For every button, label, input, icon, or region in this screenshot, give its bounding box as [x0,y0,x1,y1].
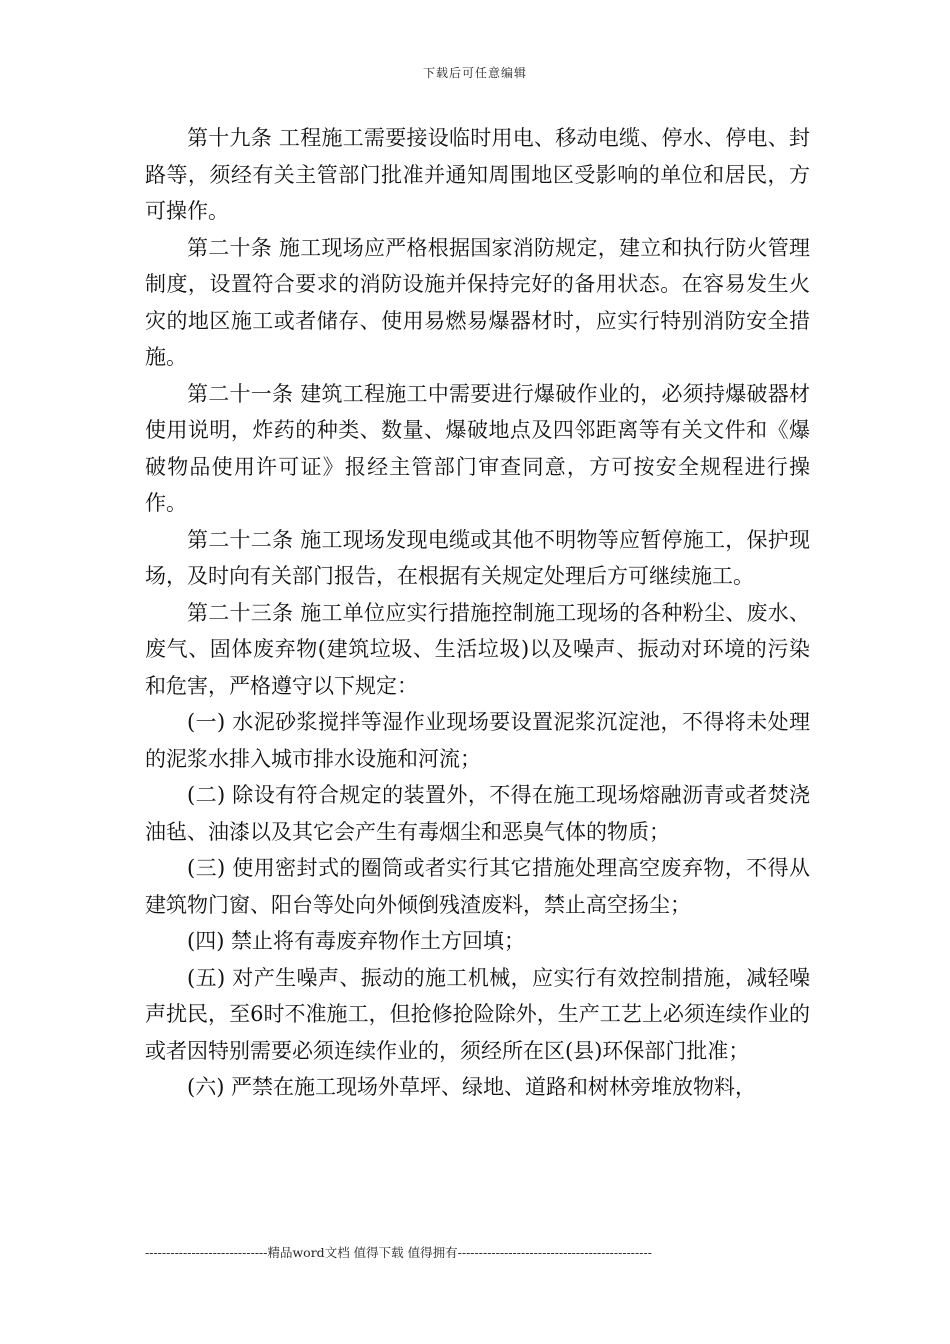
article-20-paragraph: 第二十条 施工现场应严格根据国家消防规定，建立和执行防火管理制度，设置符合要求的消防设施并保持完好的备用状态。在容易发生火灾的地区施工或者储存、使用易燃易爆器材时，应实行特别消防安全措施。 [145,235,810,369]
article-22-paragraph: 第二十二条 施工现场发现电缆或其他不明物等应暂停施工，保护现场，及时向有关部门报告，在根据有关规定处理后方可继续施工。 [145,527,810,588]
clause-6-paragraph: (六) 严禁在施工现场外草坪、绿地、道路和树林旁堆放物料， [187,1075,757,1099]
clause-2-paragraph: (二) 除设有符合规定的装置外，不得在施工现场熔融沥青或者焚浇油毡、油漆以及其它会产生有毒烟尘和恶臭气体的物质； [145,783,810,844]
clause-3-paragraph: (三) 使用密封式的圈筒或者实行其它措施处理高空废弃物，不得从建筑物门窗、阳台等处向外倾倒残渣废料，禁止高空扬尘； [145,856,810,917]
article-23-paragraph: 第二十三条 施工单位应实行措施控制施工现场的各种粉尘、废水、废气、固体废弃物(建筑垃圾、生活垃圾)以及噪声、振动对环境的污染和危害，严格遵守以下规定： [145,600,810,698]
page-footer: -----------------------------精品word文档 值得下载 值得拥有---------------------------------------------- [145,1245,652,1260]
article-21-paragraph: 第二十一条 建筑工程施工中需要进行爆破作业的，必须持爆破器材使用说明，炸药的种类、数量、爆破地点及四邻距离等有关文件和《爆破物品使用许可证》报经主管部门审查同意，方可按安全规程进行操作。 [145,381,810,515]
clause-1-paragraph: (一) 水泥砂浆搅拌等湿作业现场要设置泥浆沉淀池，不得将未处理的泥浆水排入城市排水设施和河流； [145,710,810,771]
document-body [145,120,810,1106]
clause-5-paragraph: (五) 对产生噪声、振动的施工机械，应实行有效控制措施，减轻噪声扰民，至6时不准施工，但抢修抢险除外，生产工艺上必须连续作业的或者因特别需要必须连续作业的，须经所在区(县)环保部门批准； [145,965,810,1063]
article-19-paragraph: 第十九条 工程施工需要接设临时用电、移动电缆、停水、停电、封路等，须经有关主管部门批准并通知周围地区受影响的单位和居民，方可操作。 [145,126,810,223]
clause-4-paragraph: (四) 禁止将有毒废弃物作土方回填； [187,929,526,953]
page-header: 下载后可任意编辑 [422,66,527,80]
